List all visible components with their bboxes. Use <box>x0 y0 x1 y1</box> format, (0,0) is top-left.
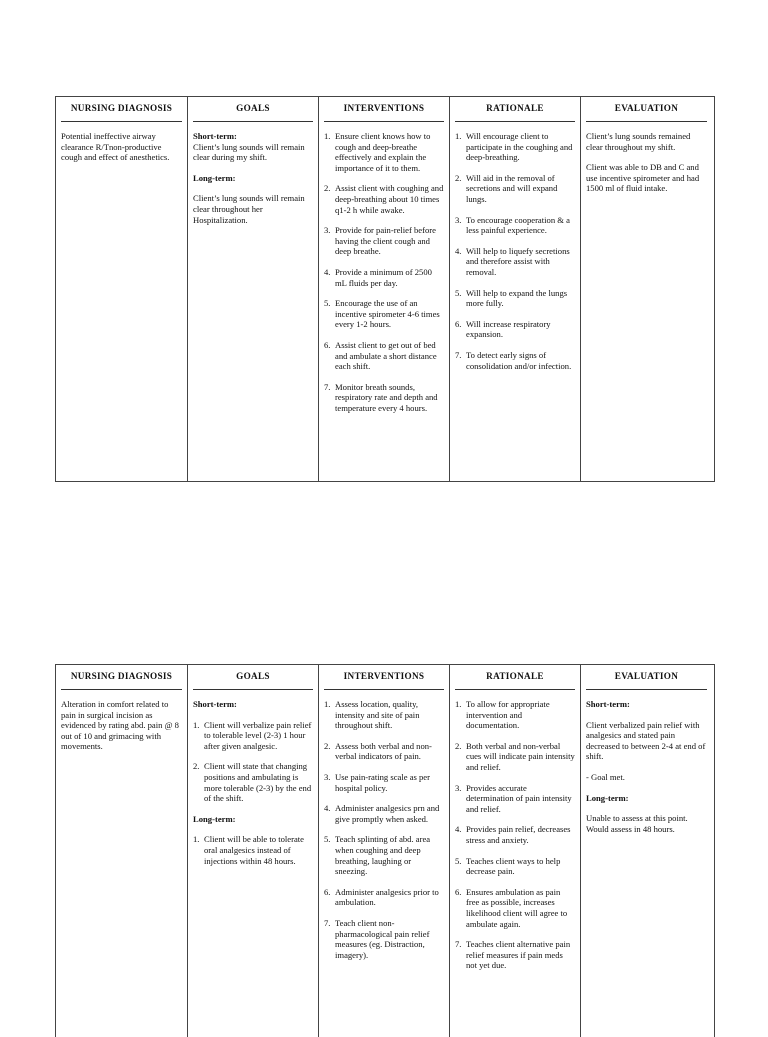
item-text: Provides accurate determination of pain intensity and relief. <box>466 782 572 814</box>
rationale-list <box>455 699 575 971</box>
item-text: Will encourage client to participate in the coughing and deep-breathing. <box>466 131 573 163</box>
short-term-label: Short-term: <box>193 699 237 709</box>
item-number: 2. <box>324 183 331 194</box>
list-item <box>324 699 444 731</box>
list-item <box>324 225 444 257</box>
list-item <box>324 340 444 372</box>
item-text: Ensures ambulation as pain free as possible, increases likelihood client will agree to ambulate again. <box>466 886 568 929</box>
column-evaluation <box>580 665 712 1037</box>
header-nursing-diagnosis: NURSING DIAGNOSIS <box>70 671 173 681</box>
rationale-list <box>455 131 575 371</box>
list-item <box>324 382 444 414</box>
item-number: 5. <box>455 287 462 298</box>
list-item <box>455 939 575 971</box>
item-text: Assess both verbal and non-verbal indicators of pain. <box>335 740 432 762</box>
list-item <box>324 298 444 330</box>
item-number: 3. <box>324 771 331 782</box>
interventions-list <box>324 131 444 413</box>
item-number: 2. <box>455 740 462 751</box>
item-number: 4. <box>324 266 331 277</box>
item-text: Assist client with coughing and deep-breathing about 10 times q1-2 h while awake. <box>335 183 444 215</box>
list-item <box>455 350 575 371</box>
item-text: To allow for appropriate intervention and documentation. <box>466 699 550 731</box>
list-item <box>324 131 444 173</box>
header-evaluation: EVALUATION <box>614 671 679 681</box>
item-text: Client will state that changing positions and ambulating is more tolerable (2-3) by the end of the shift. <box>204 761 312 804</box>
list-item <box>324 267 444 288</box>
header-interventions: INTERVENTIONS <box>343 103 425 113</box>
list-item <box>455 824 575 845</box>
item-text: Both verbal and non-verbal cues will indicate pain intensity and relief. <box>466 740 575 772</box>
item-number: 3. <box>455 782 462 793</box>
item-text: Administer analgesics prn and give promptly when asked. <box>335 803 440 824</box>
item-text: Teach client non-pharmacological pain relief measures (eg. Distraction, imagery). <box>335 917 430 960</box>
long-term-label: Long-term: <box>193 813 236 824</box>
item-number: 1. <box>455 699 462 709</box>
item-number: 2. <box>193 761 200 772</box>
item-number: 7. <box>324 917 331 928</box>
item-number: 2. <box>324 740 331 751</box>
evaluation-text-2: Client was able to DB and C and use incentive spirometer and had 1500 ml of fluid intake. <box>586 162 700 194</box>
column-interventions <box>318 665 449 1037</box>
list-item <box>455 246 575 278</box>
item-number: 1. <box>193 719 200 730</box>
interventions-list <box>324 699 444 960</box>
header-rule <box>586 121 707 122</box>
list-item <box>455 288 575 309</box>
item-number: 1. <box>455 131 462 141</box>
list-item <box>193 761 313 803</box>
item-number: 6. <box>455 886 462 897</box>
header-rationale: RATIONALE <box>486 103 544 113</box>
item-number: 4. <box>455 824 462 835</box>
short-term-goal: Client’s lung sounds will remain clear during my shift. <box>193 141 305 163</box>
item-text: Teach splinting of abd. area when coughing and deep breathing, laughing or sneezing. <box>335 834 431 877</box>
item-text: To detect early signs of consolidation and/or infection. <box>466 349 572 371</box>
list-item <box>455 741 575 773</box>
eval-long-term-text: Unable to assess at this point. Would assess in 48 hours. <box>586 813 688 834</box>
list-item <box>324 803 444 824</box>
item-number: 7. <box>455 939 462 950</box>
item-text: Monitor breath sounds, respiratory rate and depth and temperature every 4 hours. <box>335 381 438 413</box>
long-term-goals-list <box>193 834 313 866</box>
column-rationale <box>449 97 580 481</box>
list-item <box>455 319 575 340</box>
list-item <box>324 741 444 762</box>
list-item <box>324 834 444 876</box>
item-number: 7. <box>455 349 462 360</box>
eval-long-term-label: Long-term: <box>586 792 629 803</box>
item-number: 5. <box>324 298 331 309</box>
column-interventions <box>318 97 449 481</box>
list-item <box>455 887 575 929</box>
list-item <box>455 173 575 205</box>
short-term-goals-list <box>193 720 313 804</box>
header-goals: GOALS <box>236 103 270 113</box>
item-number: 3. <box>455 214 462 225</box>
care-plan-table-comfort <box>55 664 715 1037</box>
header-rule <box>324 689 444 690</box>
list-item <box>193 834 313 866</box>
item-number: 6. <box>455 318 462 329</box>
header-rule <box>324 121 444 122</box>
item-text: To encourage cooperation & a less painful experience. <box>466 214 570 236</box>
item-text: Teaches client alternative pain relief measures if pain meds not yet due. <box>466 939 571 971</box>
item-text: Assess location, quality, intensity and site of pain throughout shift. <box>335 699 420 731</box>
column-rationale <box>449 665 580 1037</box>
list-item <box>455 856 575 877</box>
list-item <box>324 918 444 960</box>
diagnosis-text: Alteration in comfort related to pain in surgical incision as evidenced by rating abd. pain @ 8 out of 10 and grimacing with movements. <box>61 699 179 752</box>
list-item <box>324 887 444 908</box>
header-rule <box>455 689 575 690</box>
item-number: 5. <box>324 834 331 845</box>
goal-met-text: - Goal met. <box>586 771 625 782</box>
item-text: Client will verbalize pain relief to tolerable level (2-3) 1 hour after given analgesic. <box>204 719 312 751</box>
header-rule <box>61 689 182 690</box>
item-number: 3. <box>324 225 331 236</box>
item-text: Provide for pain-relief before having the client cough and deep breathe. <box>335 225 436 257</box>
list-item <box>455 131 575 163</box>
long-term-label: Long-term: <box>193 172 236 183</box>
list-item <box>455 699 575 731</box>
item-text: Client will be able to tolerate oral analgesics instead of injections within 48 hours. <box>204 834 304 866</box>
item-text: Administer analgesics prior to ambulation. <box>335 886 439 908</box>
item-number: 6. <box>324 339 331 350</box>
header-rationale: RATIONALE <box>486 671 544 681</box>
list-item <box>455 215 575 236</box>
header-rule <box>586 689 707 690</box>
eval-short-term-text: Client verbalized pain relief with analgesics and stated pain decreased to between 2-4 at end of shift. <box>586 719 706 762</box>
item-text: Teaches client ways to help decrease pain. <box>466 855 561 877</box>
item-text: Use pain-rating scale as per hospital policy. <box>335 771 430 793</box>
column-goals <box>187 665 318 1037</box>
item-number: 1. <box>324 131 331 141</box>
item-number: 1. <box>324 699 331 709</box>
item-number: 4. <box>324 803 331 814</box>
list-item <box>324 183 444 215</box>
header-rule <box>193 689 313 690</box>
item-number: 4. <box>455 245 462 256</box>
item-text: Provides pain relief, decreases stress and anxiety. <box>466 824 571 845</box>
item-text: Will aid in the removal of secretions and will expand lungs. <box>466 172 558 204</box>
item-number: 6. <box>324 886 331 897</box>
item-text: Will increase respiratory expansion. <box>466 318 551 340</box>
column-nursing-diagnosis <box>56 665 187 1037</box>
header-nursing-diagnosis: NURSING DIAGNOSIS <box>70 103 173 113</box>
item-number: 1. <box>193 834 200 845</box>
evaluation-text-1: Client’s lung sounds remained clear throughout my shift. <box>586 131 691 152</box>
item-text: Will help to liquefy secretions and therefore assist with removal. <box>466 245 570 277</box>
header-rule <box>193 121 313 122</box>
long-term-goal: Client’s lung sounds will remain clear throughout her Hospitalization. <box>193 193 305 225</box>
header-evaluation: EVALUATION <box>614 103 679 113</box>
list-item <box>193 720 313 752</box>
column-nursing-diagnosis <box>56 97 187 481</box>
diagnosis-text: Potential ineffective airway clearance R/Tnon-productive cough and effect of anesthetics. <box>61 131 170 163</box>
column-goals <box>187 97 318 481</box>
header-goals: GOALS <box>236 671 270 681</box>
care-plan-table-airway <box>55 96 715 482</box>
header-rule <box>455 121 575 122</box>
list-item <box>455 783 575 815</box>
item-text: Provide a minimum of 2500 mL fluids per day. <box>335 266 432 288</box>
header-rule <box>61 121 182 122</box>
eval-short-term-label: Short-term: <box>586 699 630 709</box>
item-text: Assist client to get out of bed and ambulate a short distance each shift. <box>335 339 437 372</box>
list-item <box>324 772 444 793</box>
column-evaluation <box>580 97 712 481</box>
item-text: Will help to expand the lungs more fully. <box>466 287 568 309</box>
item-number: 7. <box>324 381 331 392</box>
item-number: 5. <box>455 855 462 866</box>
short-term-label: Short-term: <box>193 131 237 141</box>
item-text: Ensure client knows how to cough and deep-breathe effectively and explain the importance of it to them. <box>335 131 431 173</box>
item-number: 2. <box>455 172 462 183</box>
item-text: Encourage the use of an incentive spirometer 4-6 times every 1-2 hours. <box>335 298 440 330</box>
header-interventions: INTERVENTIONS <box>343 671 425 681</box>
